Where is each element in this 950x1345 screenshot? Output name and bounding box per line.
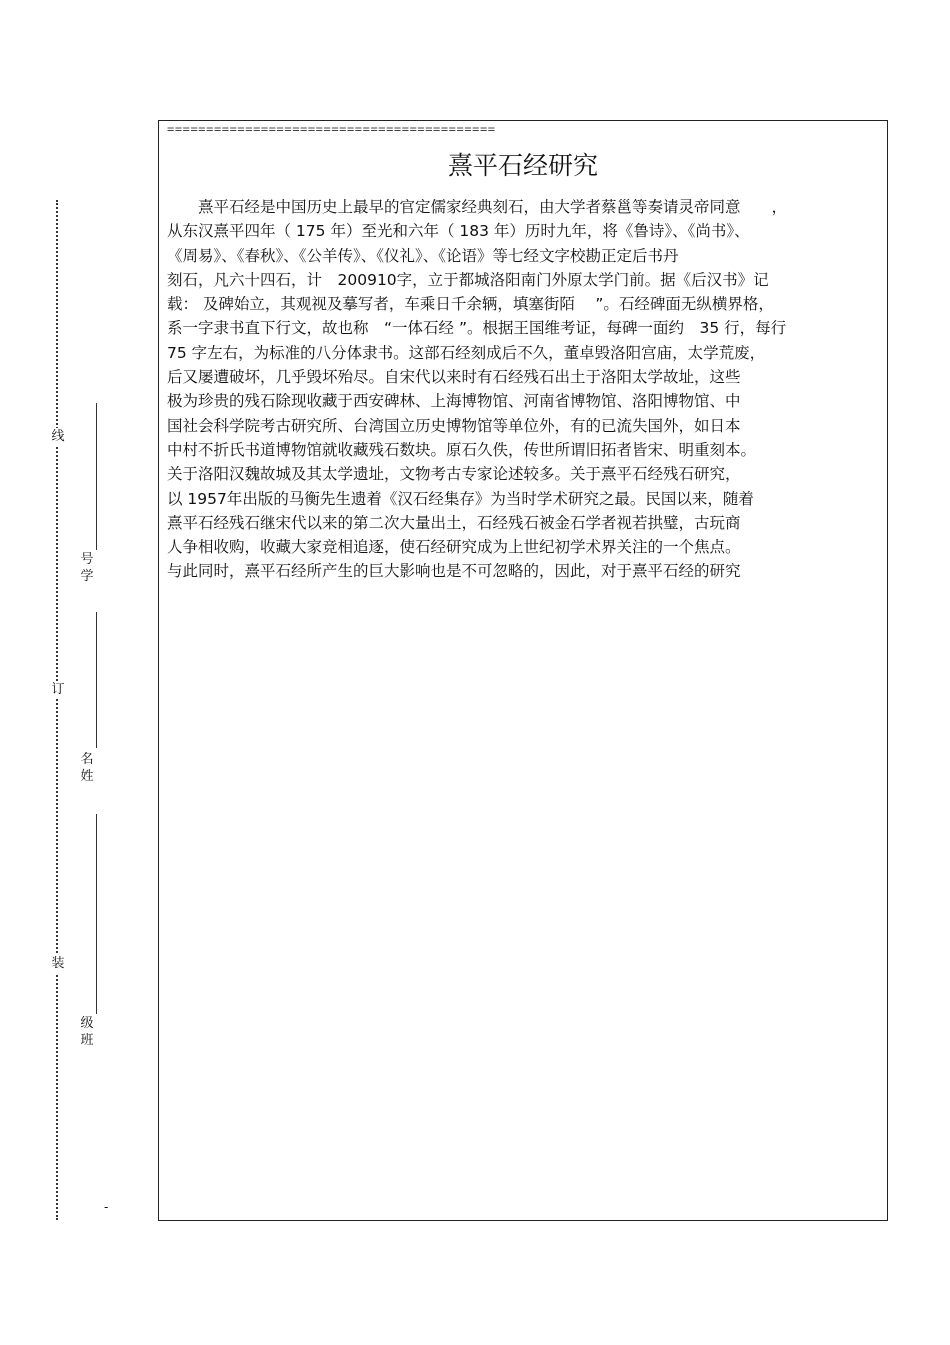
body-line: 载： 及碑始立，其观视及摹写者，车乘日千余辆，填塞街陌 ”。石经碑面无纵横界格， bbox=[167, 295, 774, 314]
body-line: 极为珍贵的残石除现收藏于西安碑林、上海博物馆、河南省博物馆、洛阳博物馆、中 bbox=[167, 392, 741, 411]
body-line: 关于洛阳汉魏故城及其太学遗址，文物考古专家论述较多。关于熹平石经残石研究， bbox=[167, 465, 741, 484]
body-line: 国社会科学院考古研究所、台湾国立历史博物馆等单位外，有的已流失国外，如日本 bbox=[167, 416, 741, 435]
body-line: 《周易》、《春秋》、《公羊传》、《仪礼》、《论语》等七经文字校勘正定后书丹 bbox=[167, 246, 679, 265]
body-line: 熹平石经残石继宋代以来的第二次大量出土，石经残石被金石学者视若拱璧，古玩商 bbox=[167, 513, 741, 532]
body-line: 以 1957年出版的马衡先生遗着《汉石经集存》为当时学术研究之最。民国以来，随着 bbox=[167, 489, 754, 508]
document-body bbox=[167, 195, 883, 584]
body-line: 后又屡遭破坏，几乎毁坏殆尽。自宋代以来时有石经残石出土于洛阳太学故址，这些 bbox=[167, 368, 741, 387]
body-line: 刻石，凡六十四石，计 200910字，立于都城洛阳南门外原太学门前。据《后汉书》记 bbox=[167, 270, 769, 289]
binding-mark-ding: 订 bbox=[51, 682, 65, 697]
separator-rule: ========================================== bbox=[167, 122, 496, 136]
name-line bbox=[96, 612, 97, 748]
class-line bbox=[96, 814, 97, 1014]
body-line: 中村不折氏书道博物馆就收藏残石数块。原石久佚，传世所谓旧拓者皆宋、明重刻本。 bbox=[167, 440, 757, 459]
binding-mark-zhuang: 装 bbox=[51, 956, 65, 971]
class-label: 级 班 bbox=[80, 1016, 94, 1048]
body-line: 与此同时，熹平石经所产生的巨大影响也是不可忽略的，因此，对于熹平石经的研究 bbox=[167, 562, 741, 581]
binding-dotted-line bbox=[56, 200, 58, 1220]
name-label: 名 姓 bbox=[80, 752, 94, 784]
body-line: 75 字左右，为标准的八分体隶书。这部石经刻成后不久，董卓毁洛阳宫庙，太学荒废， bbox=[167, 343, 766, 362]
body-line: 人争相收购，收藏大家竞相追逐，使石经研究成为上世纪初学术界关注的一个焦点。 bbox=[167, 538, 741, 557]
body-line: 系一字隶书直下行文，故也称 “一体石经 ”。根据王国维考证，每碑一面约 35 行，每行 bbox=[167, 319, 787, 338]
margin-dash: - bbox=[104, 1200, 109, 1214]
binding-mark-xian: 线 bbox=[51, 429, 65, 444]
student-id-line bbox=[96, 403, 97, 550]
body-line: 熹平石经是中国历史上最早的官定儒家经典刻石，由大学者蔡邕等奏请灵帝同意 ， bbox=[167, 198, 788, 216]
document-title: 熹平石经研究 bbox=[447, 151, 598, 180]
document-frame bbox=[158, 120, 888, 1221]
body-line: 从东汉熹平四年（ 175 年）至光和六年（ 183 年）历时九年，将《鲁诗》、《尚书》、 bbox=[167, 222, 750, 241]
student-id-label: 号 学 bbox=[80, 552, 94, 584]
